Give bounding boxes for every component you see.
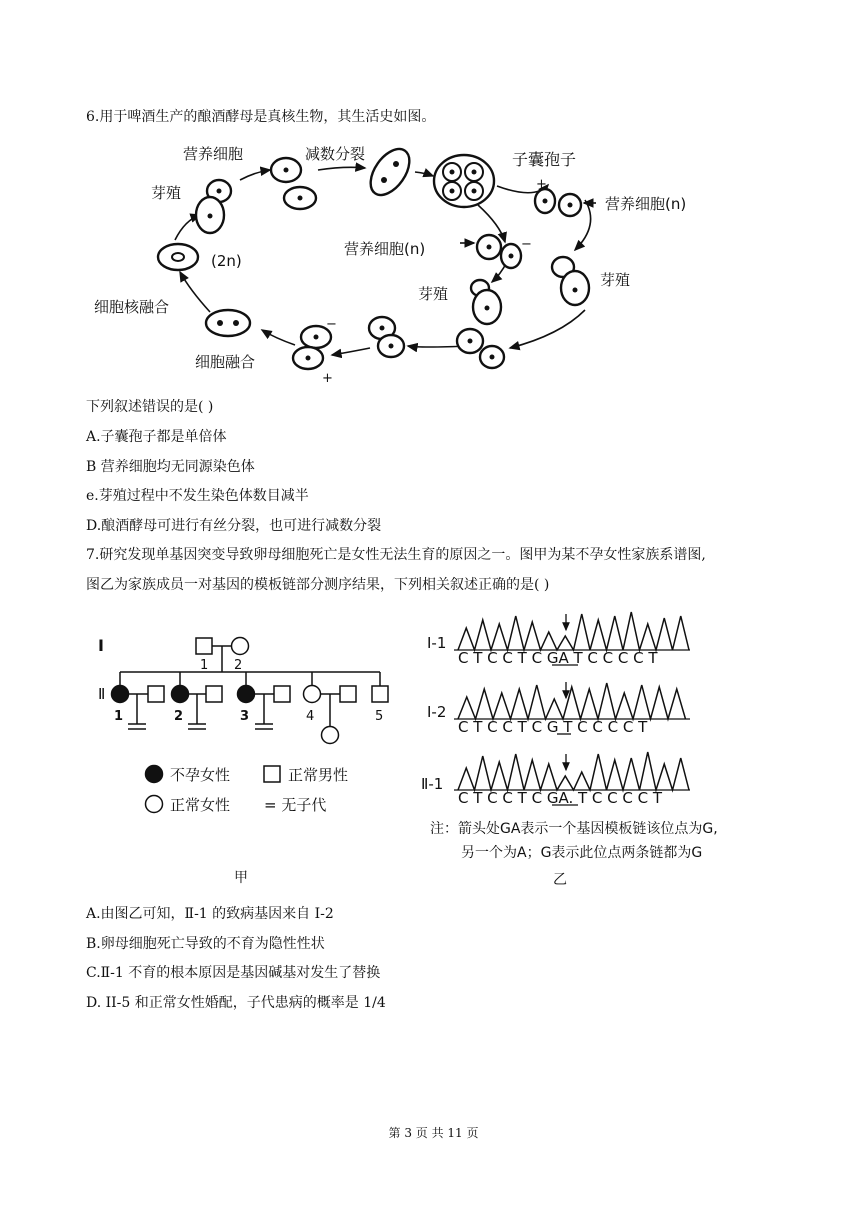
legend-normal-female: 正常女性 — [170, 796, 231, 814]
seq-label-ii1: Ⅱ-1 — [421, 775, 444, 793]
label-diploid: (2n) — [211, 252, 242, 270]
sign-plus-fusion: + — [322, 371, 333, 386]
label-vegetative-right: 营养细胞(n) — [605, 195, 687, 213]
pedigree-label-i1: 1 — [200, 658, 209, 673]
pedigree-label-ii1: 1 — [114, 709, 124, 724]
label-budding-right: 芽殖 — [600, 271, 631, 289]
legend-infertile-female: 不孕女性 — [170, 766, 231, 784]
seq-bases-i1: C T C C T C GA T C C C C T — [458, 649, 658, 667]
seq-label-i2: I-2 — [427, 703, 447, 721]
label-nuclear-fusion: 细胞核融合 — [94, 298, 170, 316]
q7-stem-line1: 7.研究发现单基因突变导致卵母细胞死亡是女性无法生育的原因之一。图甲为某不孕女性家族系谱图, — [86, 547, 706, 563]
label-vegetative-top: 营养细胞 — [183, 145, 244, 163]
pedigree-gen-i: I — [98, 636, 104, 655]
sign-minus-fusion: − — [326, 317, 337, 332]
q6-question: 下列叙述错误的是( ) — [86, 399, 214, 415]
pedigree-gen-ii: Ⅱ — [98, 685, 106, 703]
sign-minus-mid: − — [521, 237, 532, 252]
legend-normal-male: 正常男性 — [288, 766, 349, 784]
seq-bases-i2: C T C C T C G T C C C C T — [458, 718, 648, 736]
seq-label-i1: I-1 — [427, 634, 447, 652]
pedigree-label-ii2: 2 — [174, 709, 184, 724]
pedigree-label-ii4: 4 — [306, 709, 315, 724]
sign-plus-ascospore: + — [536, 177, 547, 192]
label-meiosis: 减数分裂 — [305, 145, 366, 163]
q7-option-d: D. II-5 和正常女性婚配，子代患病的概率是 1/4 — [86, 995, 386, 1011]
q6-option-b: B 营养细胞均无同源染色体 — [86, 459, 255, 475]
label-budding-mid: 芽殖 — [418, 285, 449, 303]
page-footer: 第 3 页 共 11 页 — [388, 1126, 479, 1140]
seq-bases-ii1: C T C C T C GA. T C C C C T — [458, 789, 663, 807]
label-cell-fusion: 细胞融合 — [195, 353, 256, 371]
pedigree-label-ii3: 3 — [240, 709, 250, 724]
q6-option-d: D.酿酒酵母可进行有丝分裂，也可进行减数分裂 — [86, 518, 382, 534]
pedigree-label-ii5: 5 — [375, 709, 384, 724]
pedigree-label-i2: 2 — [234, 658, 243, 673]
caption-yi: 乙 — [553, 872, 567, 888]
seq-note-line2: 另一个为A；G表示此位点两条链都为G — [461, 845, 703, 861]
label-budding-left: 芽殖 — [151, 184, 182, 202]
q6-stem: 6.用于啤酒生产的酿酒酵母是真核生物，其生活史如图。 — [86, 109, 436, 125]
caption-jia: 甲 — [234, 870, 248, 886]
q6-option-c: e.芽殖过程中不发生染色体数目减半 — [86, 488, 309, 504]
label-ascospore: 子囊孢子 — [512, 150, 577, 169]
legend-no-offspring: = 无子代 — [264, 796, 327, 814]
seq-note-line1: 注：箭头处GA表示一个基因模板链该位点为G, — [430, 821, 718, 837]
q6-option-a: A.子囊孢子都是单倍体 — [86, 429, 227, 445]
label-vegetative-mid: 营养细胞(n) — [344, 240, 426, 258]
q7-option-c: C.Ⅱ-1 不育的根本原因是基因碱基对发生了替换 — [86, 965, 381, 981]
q7-option-a: A.由图乙可知，Ⅱ-1 的致病基因来自 I-2 — [86, 906, 334, 922]
q7-option-b: B.卵母细胞死亡导致的不育为隐性性状 — [86, 936, 325, 952]
q7-stem-line2: 图乙为家族成员一对基因的模板链部分测序结果，下列相关叙述正确的是( ) — [86, 577, 550, 593]
chromatogram-traces — [458, 612, 689, 790]
